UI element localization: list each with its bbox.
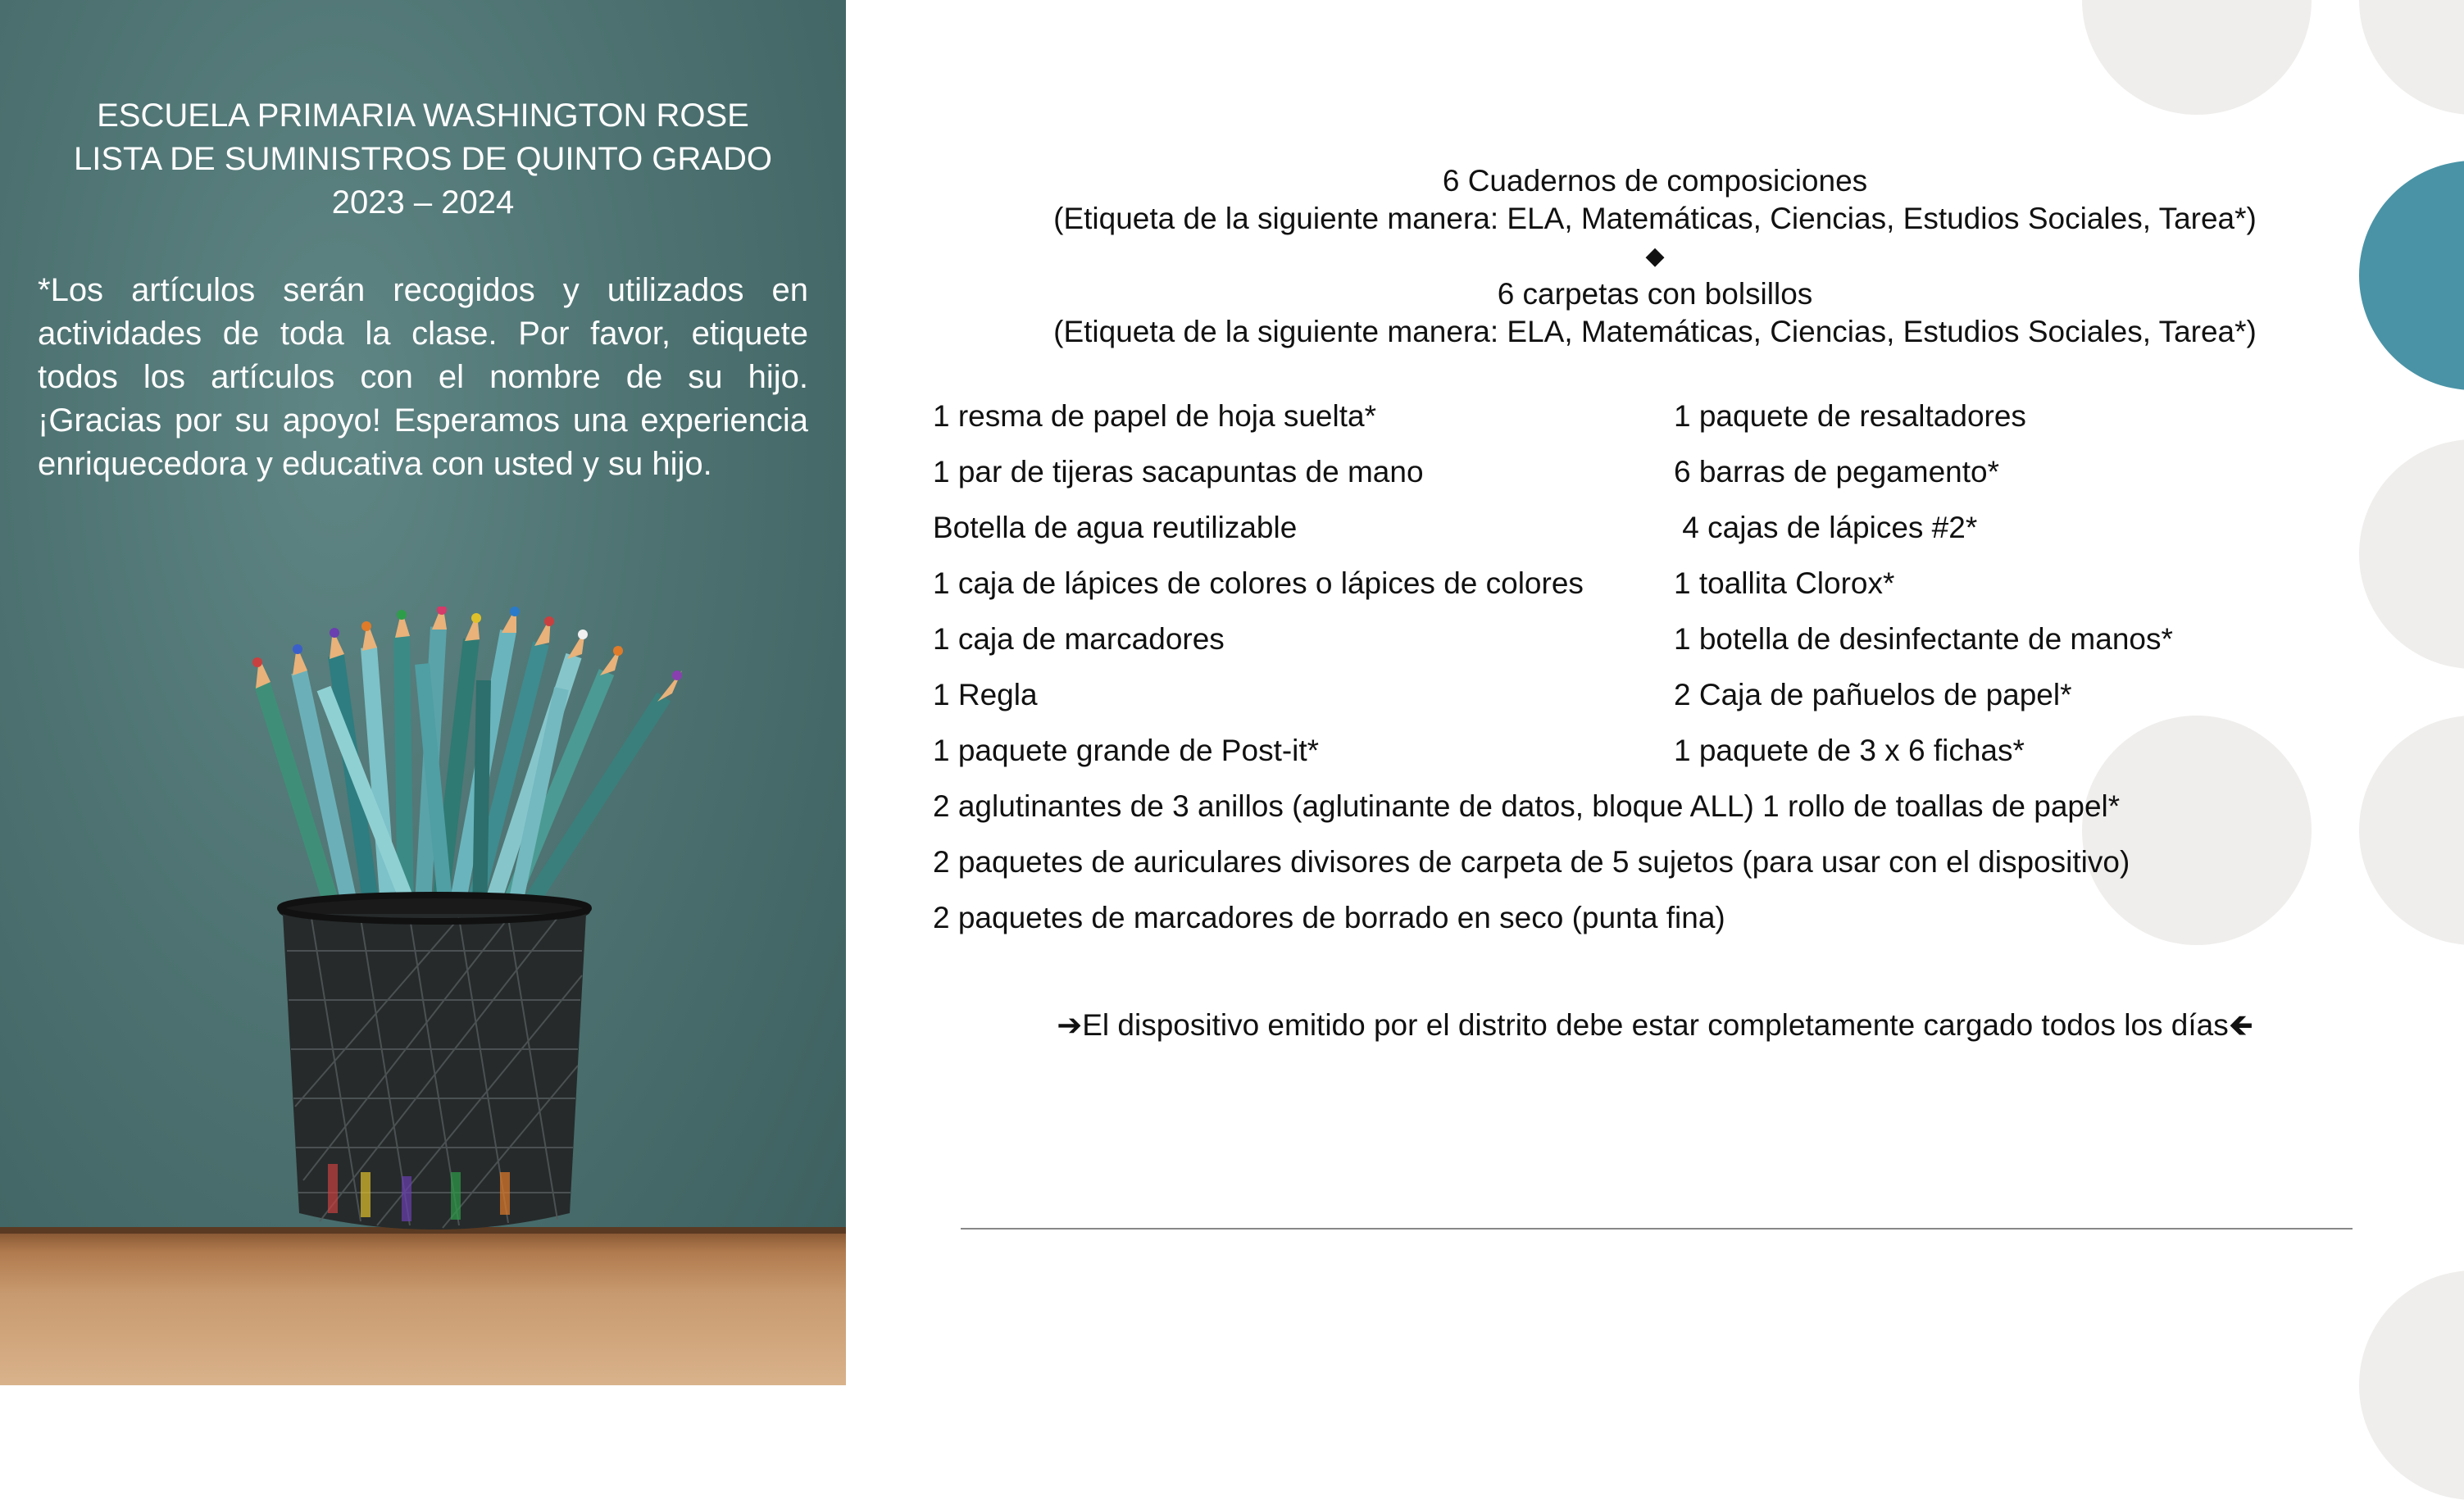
list-title: LISTA DE SUMINISTROS DE QUINTO GRADO	[74, 141, 772, 177]
device-charging-note	[846, 1007, 2464, 1044]
list-item: 1 paquete de resaltadores	[1674, 399, 2026, 433]
arrow-right-icon: ➔	[1057, 1008, 1083, 1042]
list-item: Botella de agua reutilizable	[933, 511, 1298, 544]
list-item: 1 paquete de 3 x 6 fichas*	[1674, 734, 2025, 767]
list-item: 2 paquetes de marcadores de borrado en seco (punta fina)	[933, 901, 1725, 934]
wooden-desk	[0, 1234, 846, 1385]
chalkboard-photo-panel	[0, 0, 846, 1385]
school-name: ESCUELA PRIMARIA WASHINGTON ROSE	[97, 98, 749, 134]
pocket-folders-label-note: (Etiqueta de la siguiente manera: ELA, Matemáticas, Ciencias, Estudios Sociales, Tarea*)	[1053, 315, 2257, 348]
list-item: 1 botella de desinfectante de manos*	[1674, 622, 2173, 656]
composition-notebooks: 6 Cuadernos de composiciones	[1442, 164, 1868, 198]
supply-list-content	[846, 0, 2464, 1385]
footer-divider	[961, 1228, 2353, 1230]
arrow-left-icon: 🡸	[2228, 1008, 2253, 1042]
featured-items	[846, 162, 2464, 351]
intro-paragraph: *Los artículos serán recogidos y utilizados en actividades de toda la clase. Por favor, etiquete todos los artículos con el nombre de su hijo. ¡Gracias por su apoyo! Esperamos una experiencia enriquecedora y educativa con usted y su hijo.	[38, 272, 808, 482]
device-note-text: El dispositivo emitido por el distrito debe estar completamente cargado todos los días	[1082, 1008, 2229, 1042]
mesh-pencil-cup	[279, 893, 590, 1230]
pocket-folders: 6 carpetas con bolsillos	[1497, 277, 1813, 311]
school-title	[33, 94, 813, 225]
list-item: 2 aglutinantes de 3 anillos (aglutinante de datos, bloque ALL) 1 rollo de toallas de papel*	[933, 789, 2121, 823]
list-item: 2 Caja de pañuelos de papel*	[1674, 678, 2072, 711]
colored-pencils	[252, 607, 682, 918]
list-item: 1 paquete grande de Post-it*	[933, 734, 1320, 767]
list-item: 1 caja de lápices de colores o lápices de colores	[933, 566, 1584, 600]
list-item: 1 Regla	[933, 678, 1038, 711]
list-item: 1 par de tijeras sacapuntas de mano	[933, 455, 1424, 489]
list-item: 2 paquetes de auriculares divisores de carpeta de 5 sujetos (para usar con el dispositivo)	[933, 845, 2130, 879]
list-item: 6 barras de pegamento*	[1674, 455, 1999, 489]
list-item: 1 resma de papel de hoja suelta*	[933, 399, 1376, 433]
diamond-separator-icon: ◆	[1645, 243, 1665, 270]
pencil-cup-illustration	[238, 607, 697, 1246]
composition-notebooks-label-note: (Etiqueta de la siguiente manera: ELA, Matemáticas, Ciencias, Estudios Sociales, Tarea*)	[1053, 202, 2257, 235]
school-year: 2023 – 2024	[331, 184, 515, 220]
list-item: 1 toallita Clorox*	[1674, 566, 1895, 600]
list-item: 1 caja de marcadores	[933, 622, 1225, 656]
list-item: 4 cajas de lápices #2*	[1674, 511, 1978, 544]
